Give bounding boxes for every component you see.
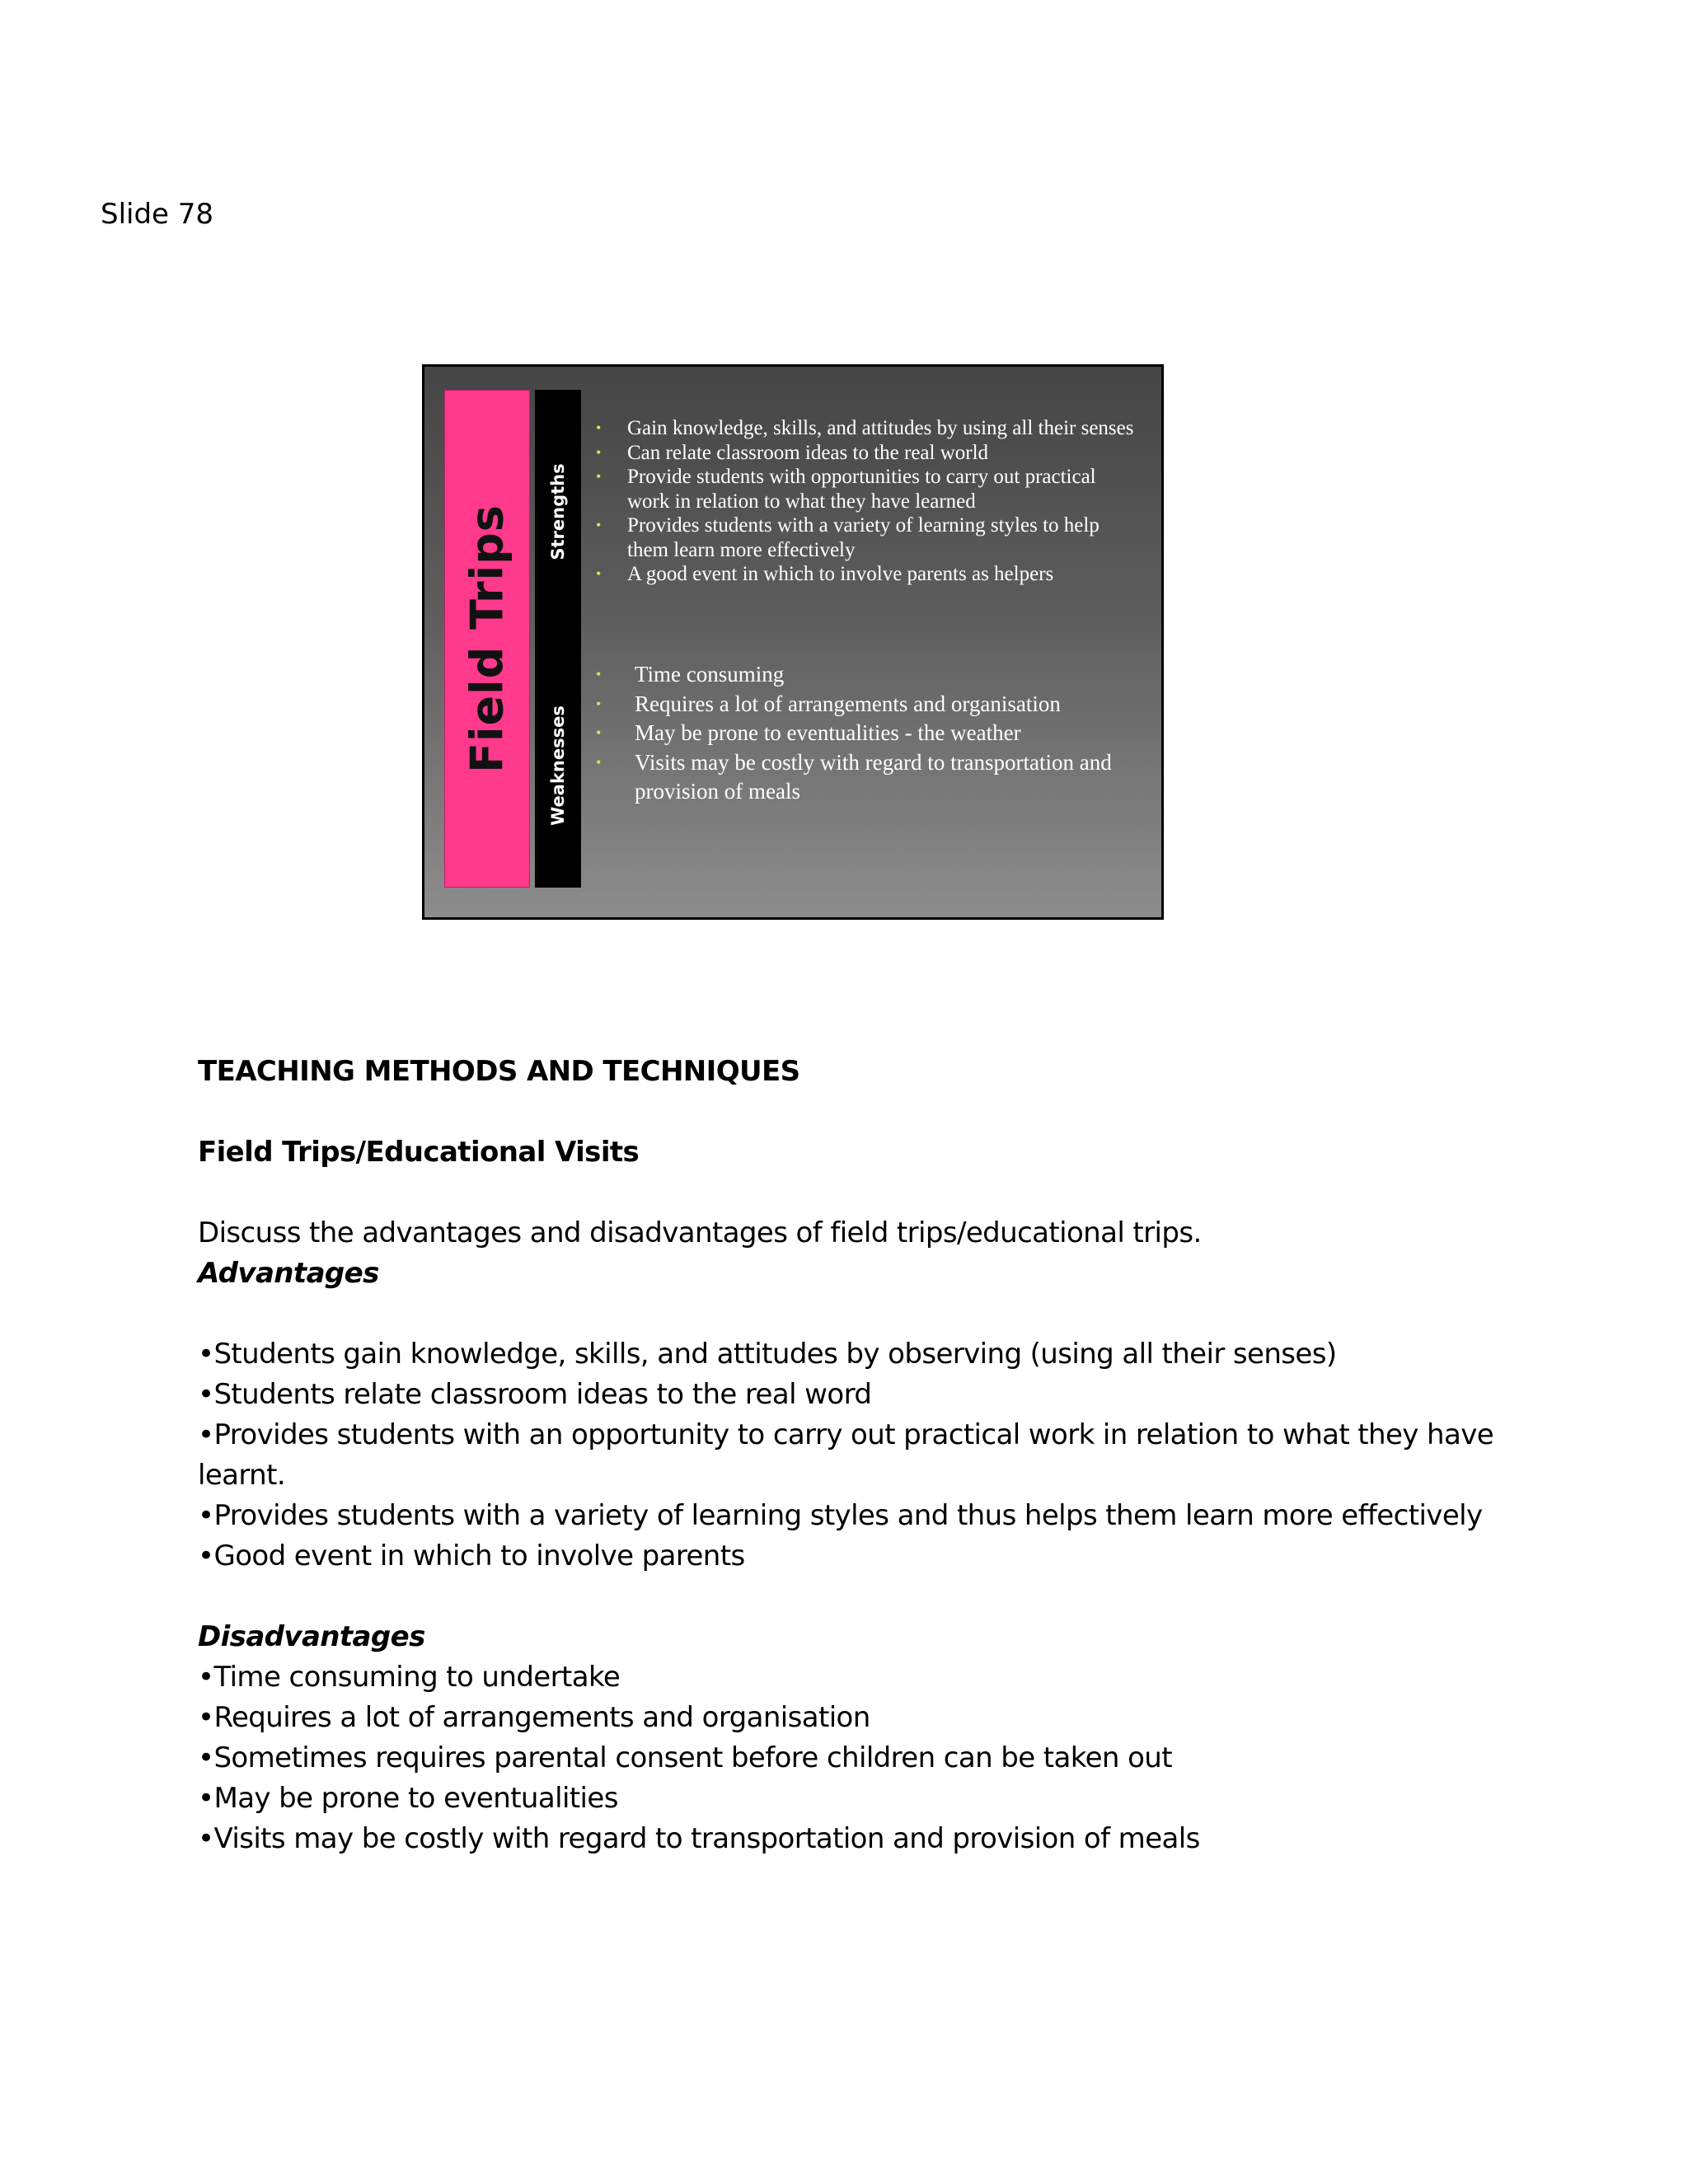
advantage-item: •Provides students with a variety of learning styles and thus helps them learn more effectively	[198, 1499, 1483, 1532]
strength-item: • Gain knowledge, skills, and attitudes by using all their senses	[596, 417, 1134, 439]
disadvantages-list	[198, 1657, 1550, 1859]
weakness-item: • May be prone to eventualities - the weather	[635, 719, 1146, 748]
disadvantages-title: Disadvantages	[198, 1620, 425, 1653]
bullet-icon: •	[596, 419, 602, 436]
speaker-notes	[198, 1052, 1550, 1859]
bullet-icon: •	[596, 666, 602, 682]
bullet-icon: •	[596, 724, 602, 741]
notes-heading: TEACHING METHODS AND TECHNIQUES	[198, 1055, 800, 1088]
slide-title-bar	[444, 390, 530, 888]
advantage-item: •Students gain knowledge, skills, and attitudes by observing (using all their senses)	[198, 1338, 1337, 1371]
weaknesses-label: Weaknesses	[548, 705, 568, 826]
advantage-item: •Good event in which to involve parents	[198, 1540, 745, 1572]
bullet-icon: •	[596, 695, 602, 712]
disadvantage-item: •Time consuming to undertake	[198, 1661, 621, 1694]
strengths-list	[596, 416, 1138, 587]
strength-item: • Provides students with a variety of learning styles to help them learn more effectively	[596, 514, 1100, 561]
slide-number: Slide 78	[101, 198, 214, 231]
strength-item: • Provide students with opportunities to carry out practical work in relation to what they have learned	[596, 466, 1096, 513]
disadvantage-item: •Requires a lot of arrangements and organisation	[198, 1701, 870, 1734]
weakness-item: • Time consuming	[635, 660, 1146, 690]
bullet-icon: •	[596, 565, 602, 582]
bullet-icon: •	[596, 443, 602, 461]
weaknesses-list	[596, 660, 1146, 807]
advantage-item: •Provides students with an opportunity to carry out practical work in relation to what they have learnt.	[198, 1418, 1494, 1492]
strengths-label: Strengths	[548, 463, 568, 560]
notes-prompt: Discuss the advantages and disadvantages of field trips/educational trips.	[198, 1216, 1202, 1249]
disadvantage-item: •Sometimes requires parental consent before children can be taken out	[198, 1741, 1172, 1774]
slide-title: Field Trips	[461, 504, 513, 773]
section-label-bar	[535, 390, 581, 888]
strength-item: • Can relate classroom ideas to the real world	[596, 441, 989, 464]
weakness-item: • Visits may be costly with regard to transportation and provision of meals	[596, 749, 1112, 804]
bullet-icon: •	[596, 517, 602, 533]
disadvantage-item: •May be prone to eventualities	[198, 1782, 618, 1815]
notes-subheading: Field Trips/Educational Visits	[198, 1136, 640, 1169]
strength-item: • A good event in which to involve parents as helpers	[596, 563, 1054, 585]
slide-thumbnail	[422, 364, 1164, 920]
advantages-list	[198, 1334, 1550, 1577]
advantages-title: Advantages	[198, 1257, 379, 1290]
advantage-item: •Students relate classroom ideas to the real word	[198, 1378, 872, 1411]
bullet-icon: •	[596, 468, 602, 485]
bullet-icon: •	[596, 753, 602, 771]
weakness-item: • Requires a lot of arrangements and organisation	[635, 690, 1146, 719]
disadvantage-item: •Visits may be costly with regard to transportation and provision of meals	[198, 1822, 1200, 1855]
